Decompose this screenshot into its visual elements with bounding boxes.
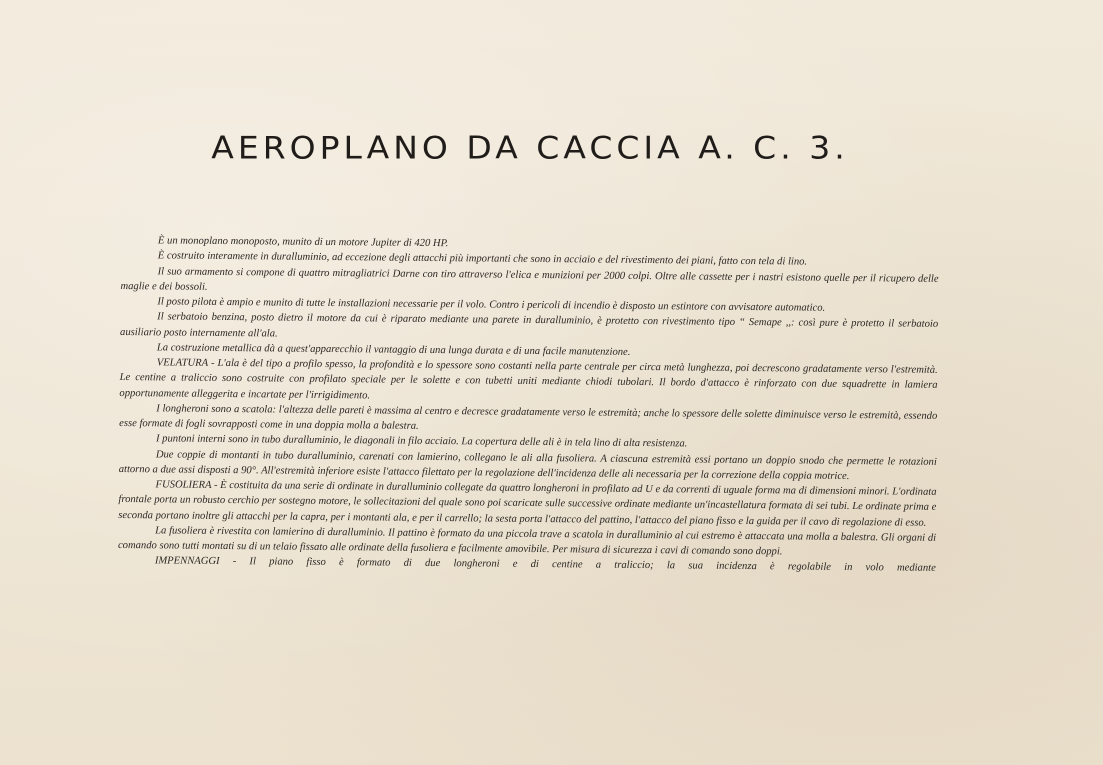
paragraph: Il serbatoio benzina, posto dietro il motore da cui è riparato mediante una parete in duralluminio, è protetto con rivestimento tipo “ Semape ,,: così pure è protetto il serbatoio ausiliario posto internamente all'ala.: [119, 311, 939, 340]
paragraph: IMPENNAGGI - Il piano fisso è formato di due longheroni e di centine a traliccio; la sua incidenza è regolabile in volo mediante: [154, 555, 936, 575]
paragraph: I longheroni sono a scatola: l'altezza delle pareti è massima al centro e decresce gradatamente verso le estremità; anche lo spessore delle solette diminuisce verso le estremità, essendo esse formate di fogli sovrapposti come in una doppia molla a balestra.: [119, 403, 938, 432]
paragraph: FUSOLIERA - È costituita da una serie di ordinate in duralluminio collegate da quattro longheroni in profilato ad U e da correnti di uguale forma ma di dimensioni minori. L'ordinata frontale porta un robusto cerchio per sostegno motore, le sollecitazioni del quale sono poi scaricate sulle successive ordinate mediante un'incastellatura formata di sei tubi. Le ordinate prima e seconda portano inoltre gli attacchi per la capra, per i montanti ala, e per il carrello; la sesta porta l'attacco del pattino, l'attacco del piano fisso e la guida per il cavo di regolazione di esso.: [118, 479, 937, 529]
document-body: [118, 233, 939, 576]
paragraph: Il suo armamento si compone di quattro mitragliatrici Darne con tiro attraverso l'elica e munizioni per 2000 colpi. Oltre alle cassette per i nastri esistono quelle per il ricupero delle maglie e dei bossoli.: [120, 265, 939, 293]
paragraph: VELATURA - L'ala è del tipo a profilo spesso, la profondità e lo spessore sono costanti nella parte centrale per circa metà lunghezza, poi decrescono gradatamente verso l'estremità. Le centine a traliccio sono costruite con profilato speciale per le solette e con tubetti uniti mediante chiodi tubolari. Il bordo d'attacco è rinforzato con due squadrette in lamiera opportunamente alleggerita e incartate per l'irrigidimento.: [119, 357, 938, 401]
paragraph: La costruzione metallica dà a quest'apparecchio il vantaggio di una lunga durata e di una facile manutenzione.: [156, 342, 631, 358]
paragraph: I puntoni interni sono in tubo duralluminio, le diagonali in filo acciaio. La copertura delle ali è in tela lino di alta resistenza.: [155, 433, 688, 450]
paragraph: È un monoplano monoposto, munito di un motore Jupiter di 420 HP.: [157, 235, 449, 250]
paragraph: Due coppie di montanti in tubo duralluminio, carenati con lamierino, collegano le ali alla fusoliera. A ciascuna estremità essi portano un doppio snodo che permette le rotazioni attorno a due assi disposti a 90°. All'estremità inferiore esiste l'attacco filettato per la regolazione dell'incidenza delle ali necessaria per la correzione della coppia motrice.: [118, 448, 937, 482]
paragraph: È costruito interamente in duralluminio, ad eccezione degli attacchi più importanti che sono in acciaio e del rivestimento dei piani, fatto con tela di lino.: [157, 250, 808, 268]
paragraph: La fusoliera è rivestita con lamierino di duralluminio. Il pattino è formato da una piccola trave a scatola in duralluminio al cui estremo è attaccata una molla a balestra. Gli organi di comando sono tutti montati su di un telaio fissato alle ordinate della fusoliera e facilmente amovibile. Per misura di sicurezza i cavi di comando sono doppi.: [117, 525, 937, 558]
document-title: AEROPLANO DA CACCIA A. C. 3.: [211, 128, 849, 167]
paragraph: Il posto pilota è ampio e munito di tutte le installazioni necessarie per il volo. Contro i pericoli di incendio è disposto un estintore con avvisatore automatico.: [157, 296, 826, 314]
